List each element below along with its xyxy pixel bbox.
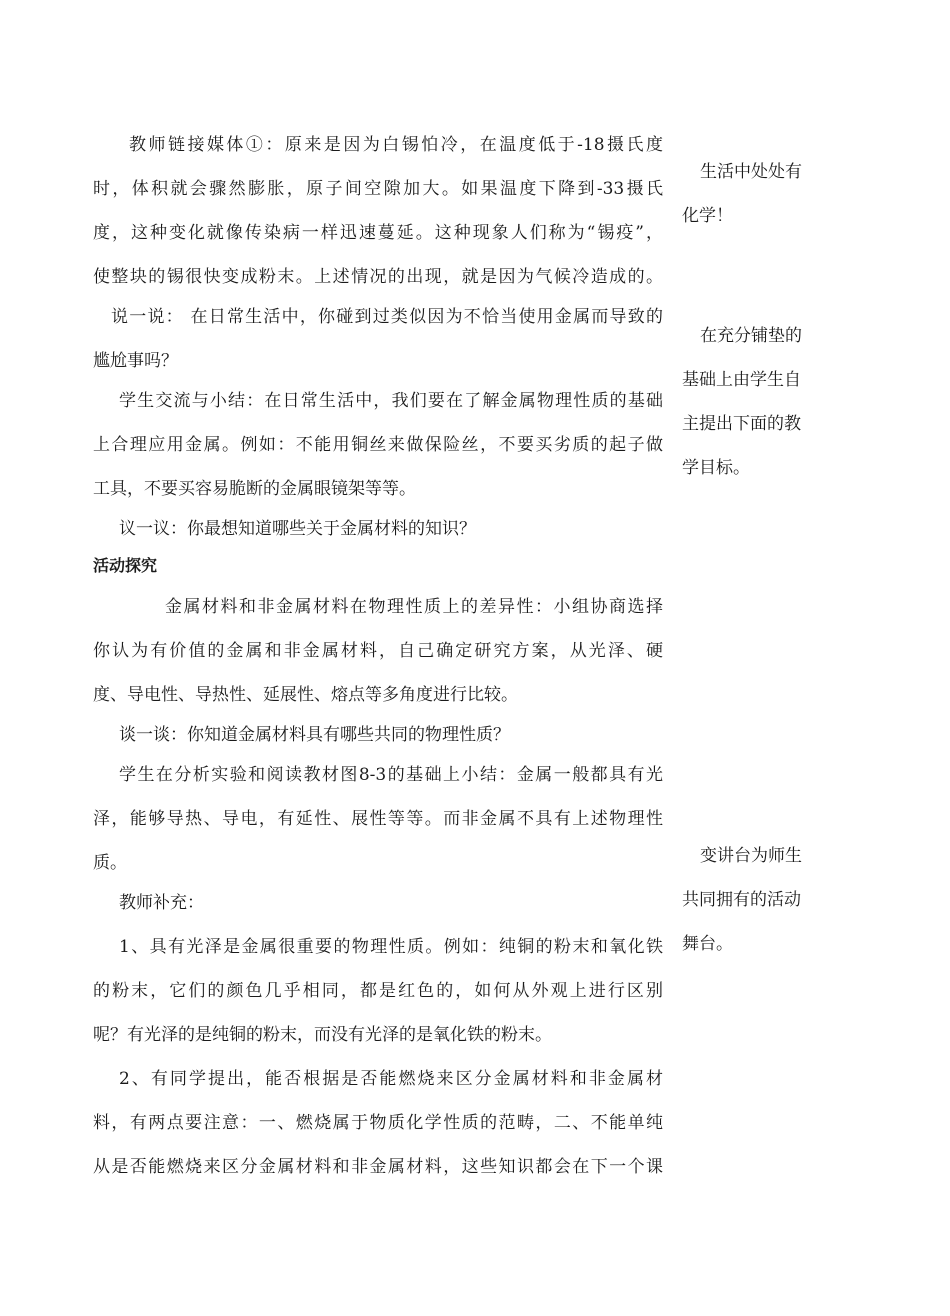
text-line: 度、导电性、导热性、延展性、熔点等多角度进行比较。 [93,685,518,705]
text-line: 工具，不要买容易脆断的金属眼镜架等等。 [93,479,416,499]
text-line: 议一议：你最想知道哪些关于金属材料的知识？ [119,519,476,539]
margin-note: 生活中处处有 [700,162,802,182]
margin-note: 学目标。 [682,458,750,478]
text-line: 使整块的锡很快变成粉末。上述情况的出现，就是因为气候冷造成的。 [93,267,663,287]
text-line: 质。 [93,853,127,873]
section-heading: 活动探究 [93,556,158,575]
text-line: 料，有两点要注意：一、燃烧属于物质化学性质的范畴，二、不能单纯 [93,1113,663,1133]
text-line: 谈一谈：你知道金属材料具有哪些共同的物理性质？ [119,725,510,745]
margin-note: 共同拥有的活动 [682,890,801,910]
margin-note: 化学！ [682,206,733,226]
text-line: 时，体积就会骤然膨胀，原子间空隙加大。如果温度下降到-33摄氏 [93,179,663,199]
margin-note: 舞台。 [682,934,733,954]
text-line: 说一说： 在日常生活中，你碰到过类似因为不恰当使用金属而导致的 [111,307,663,327]
text-line: 的粉末，它们的颜色几乎相同，都是红色的，如何从外观上进行区别 [93,981,663,1001]
text-line: 教师链接媒体①：原来是因为白锡怕冷，在温度低于-18摄氏度 [129,135,663,155]
text-line: 2、有同学提出，能否根据是否能燃烧来区分金属材料和非金属材 [119,1069,663,1089]
text-line: 从是否能燃烧来区分金属材料和非金属材料，这些知识都会在下一个课 [93,1157,663,1177]
margin-note: 基础上由学生自 [682,370,801,390]
text-line: 度，这种变化就像传染病一样迅速蔓延。这种现象人们称为“锡疫”， [93,223,663,243]
text-line: 你认为有价值的金属和非金属材料，自己确定研究方案，从光泽、硬 [93,641,663,661]
text-line: 1、具有光泽是金属很重要的物理性质。例如：纯铜的粉末和氧化铁 [119,937,663,957]
text-line: 泽，能够导热、导电，有延性、展性等等。而非金属不具有上述物理性 [93,809,663,829]
text-line: 上合理应用金属。例如：不能用铜丝来做保险丝，不要买劣质的起子做 [93,435,663,455]
text-line: 金属材料和非金属材料在物理性质上的差异性：小组协商选择 [165,597,663,617]
text-line: 学生交流与小结：在日常生活中，我们要在了解金属物理性质的基础 [119,391,663,411]
text-line: 尴尬事吗？ [93,351,178,371]
text-line: 学生在分析实验和阅读教材图8-3的基础上小结：金属一般都具有光 [119,765,663,785]
margin-note: 在充分铺垫的 [700,326,802,346]
margin-note: 主提出下面的教 [682,414,801,434]
margin-note: 变讲台为师生 [700,846,802,866]
text-line: 呢？有光泽的是纯铜的粉末，而没有光泽的是氧化铁的粉末。 [93,1025,552,1045]
text-line: 教师补充： [119,893,204,913]
